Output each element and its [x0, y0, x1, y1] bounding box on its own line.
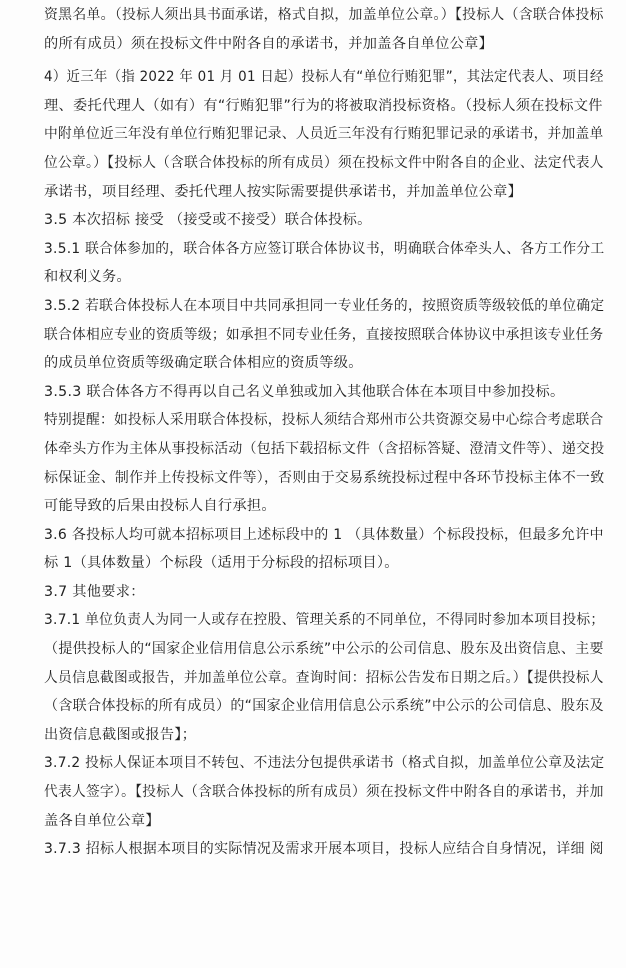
text-line: 3.5.3 联合体各方不得再以自己名义单独或加入其他联合体在本项目中参加投标。: [44, 383, 565, 400]
text-line: 出资信息截图或报告】；: [44, 726, 197, 743]
text-line: 代表人签字）。【投标人（含联合体投标的所有成员）须在投标文件中附各自的承诺书，并加: [44, 784, 604, 801]
text-line: 特别提醒：如投标人采用联合体投标，投标人须结合郑州市公共资源交易中心综合考虑联合: [44, 412, 604, 429]
text-line: 3.6 各投标人均可就本招标项目上述标段中的 1 （具体数量）个标段投标，但最多允许中: [44, 526, 604, 543]
text-line: 和权利义务。: [44, 269, 131, 286]
text-line: 联合体相应专业的资质等级；如承担不同专业任务，直接按照联合体协议中承担该专业任务: [44, 326, 604, 343]
text-line: 位公章。）【投标人（含联合体投标的所有成员）须在投标文件中附各自的企业、法定代表人: [44, 154, 604, 171]
text-line: 体牵头方作为主体从事投标活动（包括下载招标文件（含招标答疑、澄清文件等）、递交投: [44, 440, 605, 457]
text-line: （含联合体投标的所有成员）的“国家企业信用信息公示系统”中公示的公司信息、股东及: [44, 698, 604, 715]
text-line: 3.7.2 投标人保证本项目不转包、不违法分包提供承诺书（格式自拟，加盖单位公章及法定: [44, 755, 605, 772]
text-line: 承诺书，项目经理、委托代理人按实际需要提供承诺书，并加盖单位公章】: [44, 183, 523, 200]
text-line: 3.5 本次招标 接受 （接受或不接受）联合体投标。: [44, 212, 372, 229]
text-line: 可能导致的后果由投标人自行承担。: [44, 498, 276, 515]
text-line: 盖各自单位公章】: [44, 812, 160, 829]
text-line: 标 1（具体数量）个标段（适用于分标段的招标项目）。: [44, 555, 399, 572]
text-line: 3.7.1 单位负责人为同一人或存在控股、管理关系的不同单位，不得同时参加本项目投标；: [44, 612, 605, 629]
text-line: 中附单位近三年没有单位行贿犯罪记录、人员近三年没有行贿犯罪记录的承诺书，并加盖单: [44, 126, 604, 143]
document-body: [44, 1, 604, 864]
text-line: 的所有成员）须在投标文件中附各自的承诺书，并加盖各自单位公章】: [44, 35, 494, 52]
text-line: （提供投标人的“国家企业信用信息公示系统”中公示的公司信息、股东及出资信息、主要: [44, 641, 604, 658]
text-line: 标保证金、制作并上传投标文件等），否则由于交易系统投标过程中各环节投标主体不一致: [44, 469, 605, 486]
text-line: 的成员单位资质等级确定联合体相应的资质等级。: [44, 355, 363, 372]
text-line: 理、委托代理人（如有）有“行贿犯罪”行为的将被取消投标资格。（投标人须在投标文件: [44, 97, 603, 114]
text-line: 4）近三年（指 2022 年 01 月 01 日起）投标人有“单位行贿犯罪”，其法定代表人、项目经: [44, 69, 604, 86]
text-line: 人员信息截图或报告，并加盖单位公章。查询时间：招标公告发布日期之后。）【提供投标人: [44, 669, 604, 686]
text-line: 3.7 其他要求：: [44, 583, 145, 600]
text-line: 3.5.2 若联合体投标人在本项目中共同承担同一专业任务的，按照资质等级较低的单位确定: [44, 297, 605, 314]
text-line: 3.5.1 联合体参加的，联合体各方应签订联合体协议书，明确联合体牵头人、各方工作分工: [44, 240, 605, 257]
text-line: 3.7.3 招标人根据本项目的实际情况及需求开展本项目，投标人应结合自身情况，详细 阅: [44, 841, 604, 858]
text-line: 资黑名单。（投标人须出具书面承诺，格式自拟，加盖单位公章。）【投标人（含联合体投标: [44, 7, 604, 23]
